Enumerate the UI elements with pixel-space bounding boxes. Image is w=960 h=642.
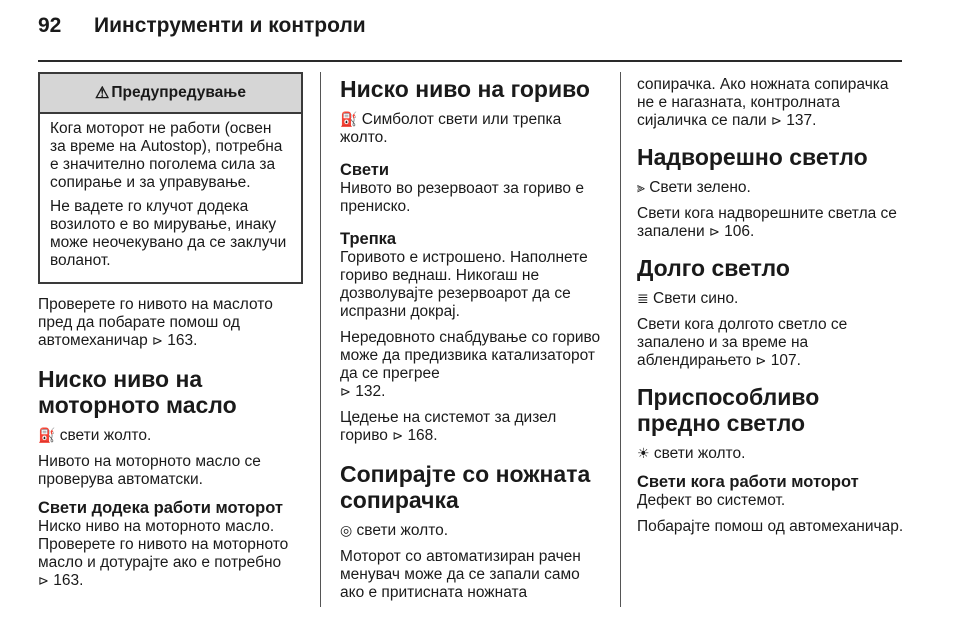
high-beam-icon: ≣ bbox=[637, 290, 649, 306]
paragraph: сопирачка. Ако ножната сопирачка не е нагазната, контролната сијаличка се пали ⊳ 137. bbox=[637, 76, 889, 129]
icon-line: ≣ Свети сино. bbox=[637, 290, 739, 307]
warning-text: Кога моторот не работи (освен за време на Autostop), потребна е значително поголема сила за сопирање и за управување. bbox=[50, 120, 283, 191]
paragraph: Проверете го нивото на маслото пред да побарате помош од автомеханичар ⊳ 163. bbox=[38, 296, 273, 349]
paragraph: Свети кога надворешните светла се запалени ⊳ 106. bbox=[637, 205, 897, 240]
paragraph: Моторот со автоматизиран рачен менувач може да се запали само ако е притисната ножната bbox=[340, 548, 581, 601]
page-header bbox=[38, 14, 366, 38]
subheading: Трепка bbox=[340, 230, 397, 248]
paragraph: Нивото во резервоаот за гориво е прениско. bbox=[340, 180, 584, 215]
page-ref-icon: ⊳ bbox=[708, 224, 720, 239]
brake-warning-icon: ◎ bbox=[340, 522, 353, 538]
paragraph: Нередовното снабдување со гориво може да предизвика катализаторот да се прегрее ⊳ 132. bbox=[340, 329, 601, 400]
paragraph: Свети кога долгото светло се запалено и за време на аблендирањето ⊳ 107. bbox=[637, 316, 848, 369]
section-heading: Ниско ниво на гориво bbox=[340, 76, 590, 102]
section-heading: Ниско ниво на моторното масло bbox=[38, 366, 237, 418]
header-rule bbox=[38, 60, 902, 62]
icon-line: ⛽ свети жолто. bbox=[38, 427, 152, 444]
section-heading: Сопирајте со ножната сопирачка bbox=[340, 461, 591, 513]
paragraph: Дефект во системот. bbox=[637, 492, 786, 509]
icon-line: ⛽ Симболот свети или трепка жолто. bbox=[340, 111, 562, 146]
warning-title: Предупредување bbox=[111, 84, 246, 101]
page-ref-icon: ⊳ bbox=[38, 573, 49, 588]
column-1 bbox=[38, 72, 303, 598]
column-divider bbox=[320, 72, 321, 607]
icon-line: ☀ свети жолто. bbox=[637, 445, 746, 462]
warning-body bbox=[40, 114, 301, 282]
warning-header bbox=[40, 74, 301, 114]
paragraph: Горивото е истрошено. Наполнете гориво веднаш. Никогаш не дозволувајте резервоарот да се испразни докрај. bbox=[340, 249, 588, 320]
paragraph: Нивото на моторното масло се проверува автоматски. bbox=[38, 453, 261, 488]
warning-text: Не вадете го клучот додека возилото е во мирување, инаку може неочекувано да се заклучи воланот. bbox=[50, 198, 287, 269]
oil-can-icon: ⛽ bbox=[38, 427, 56, 443]
subheading: Свети bbox=[340, 161, 390, 179]
page-ref-icon: ⊳ bbox=[392, 428, 404, 443]
warning-box bbox=[38, 72, 303, 284]
page-number: 92 bbox=[38, 14, 62, 37]
warning-triangle-icon: ⚠ bbox=[95, 85, 110, 102]
paragraph: Побарајте помош од автомеханичар. bbox=[637, 518, 904, 535]
fuel-pump-icon: ⛽ bbox=[340, 111, 358, 127]
page-ref-icon: ⊳ bbox=[755, 353, 767, 368]
paragraph: Цедење на системот за дизел гориво ⊳ 168. bbox=[340, 409, 557, 444]
page-ref-icon: ⊳ bbox=[340, 384, 351, 399]
page-ref-icon: ⊳ bbox=[152, 333, 163, 348]
column-2 bbox=[340, 76, 605, 610]
icon-line: ⫸ Свети зелено. bbox=[637, 179, 751, 196]
adaptive-light-icon: ☀ bbox=[637, 445, 650, 461]
icon-line: ◎ свети жолто. bbox=[340, 522, 449, 539]
page-title: Иинструменти и контроли bbox=[94, 14, 366, 37]
subheading: Свети кога работи моторот bbox=[637, 473, 859, 491]
column-divider bbox=[620, 72, 621, 607]
exterior-light-icon: ⫸ bbox=[637, 179, 645, 195]
section-heading: Приспособливо предно светло bbox=[637, 384, 820, 436]
page-ref-icon: ⊳ bbox=[771, 113, 782, 128]
section-heading: Долго светло bbox=[637, 255, 790, 281]
paragraph: Ниско ниво на моторното масло. Проверете го нивото на моторното масло и дотурајте ако е потребно ⊳ 163. bbox=[38, 518, 289, 589]
section-heading: Надворешно светло bbox=[637, 144, 868, 170]
column-3 bbox=[637, 76, 907, 544]
subheading: Свети додека работи моторот bbox=[38, 499, 283, 517]
